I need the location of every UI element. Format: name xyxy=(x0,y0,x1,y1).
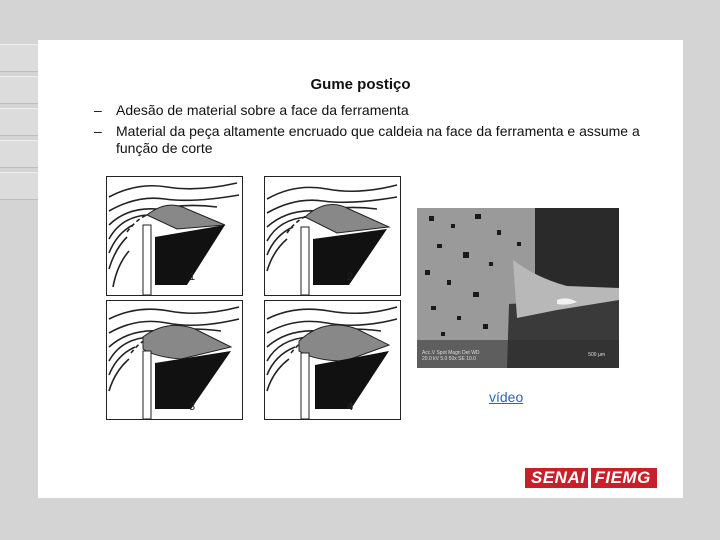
side-tab xyxy=(0,108,38,136)
micrograph-caption xyxy=(422,350,542,362)
sem-micrograph xyxy=(417,208,619,368)
figure-number: 2 xyxy=(347,271,354,283)
figure-number: 3 xyxy=(189,401,196,413)
logo-separator xyxy=(588,468,591,488)
micrograph-caption-line: 20.0 kV 5.0 50x SE 10.0 xyxy=(422,356,476,362)
logo-text-right: FIEMG xyxy=(594,468,651,487)
micrograph-caption-line: Acc.V Spot Magn Det WD xyxy=(422,350,480,356)
video-link[interactable]: vídeo xyxy=(489,389,524,405)
chip-formation-figure xyxy=(264,176,401,296)
chip-formation-figure xyxy=(264,300,401,420)
bullet-text: Material da peça altamente encruado que caldeia na face da ferramenta e assume a função de corte xyxy=(116,123,640,156)
bullet-text: Adesão de material sobre a face da ferramenta xyxy=(116,102,409,118)
bullet-list xyxy=(94,102,654,161)
bullet-dash: – xyxy=(94,123,102,139)
bullet-dash: – xyxy=(94,102,102,118)
chip-formation-drawing xyxy=(265,301,400,419)
chip-formation-drawing xyxy=(107,177,242,295)
logo-text-left: SENAI xyxy=(531,468,586,487)
side-tab xyxy=(0,172,38,200)
micrograph-scale-label: 500 µm xyxy=(588,352,605,358)
senai-fiemg-logo xyxy=(525,468,657,488)
side-tabs xyxy=(0,44,38,204)
side-tab xyxy=(0,44,38,72)
side-tab xyxy=(0,140,38,168)
bullet-item xyxy=(94,102,654,119)
chip-formation-figure xyxy=(106,176,243,296)
bullet-item xyxy=(94,123,654,157)
figure-number: 4 xyxy=(347,401,354,413)
side-tab xyxy=(0,76,38,104)
micrograph-image xyxy=(417,208,619,368)
figure-number: 1 xyxy=(189,271,196,283)
chip-formation-figure xyxy=(106,300,243,420)
chip-formation-drawing xyxy=(265,177,400,295)
slide xyxy=(38,40,683,498)
slide-title: Gume postiço xyxy=(310,76,411,93)
chip-formation-drawing xyxy=(107,301,242,419)
